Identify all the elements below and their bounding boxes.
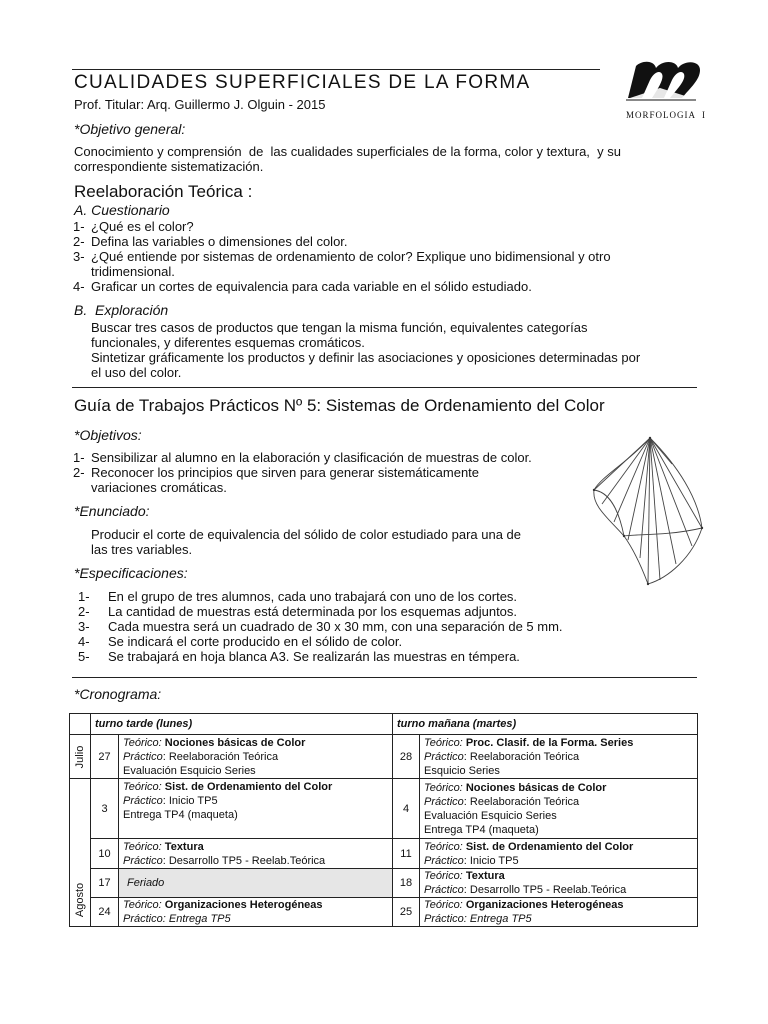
item-text: La cantidad de muestras está determinada por los esquemas adjuntos. — [108, 604, 518, 619]
tarde-cell: Teórico: Organizaciones Heterogéneas Práctico: Entrega TP5 — [119, 898, 393, 927]
day-cell: 27 — [91, 735, 119, 779]
item-text: Cada muestra será un cuadrado de 30 x 30 mm, con una separación de 5 mm. — [108, 619, 563, 634]
color-solid-sketch-icon — [588, 432, 712, 592]
day-cell: 28 — [393, 735, 420, 779]
item-text: variaciones cromáticas. — [91, 480, 227, 495]
item-number: 1- — [73, 219, 85, 234]
item-number: 5- — [78, 649, 90, 664]
item-number: 2- — [73, 234, 85, 249]
item-text: tridimensional. — [91, 264, 175, 279]
item-number: 3- — [78, 619, 90, 634]
item-number: 2- — [73, 465, 85, 480]
professor-line: Prof. Titular: Arq. Guillermo J. Olguin - 2015 — [74, 97, 326, 112]
manana-cell: Teórico: Proc. Clasif. de la Forma. Series Práctico: Reelaboración Teórica Esquicio Series — [420, 735, 698, 779]
title-rule — [72, 69, 600, 70]
month-agosto: Agosto — [70, 779, 91, 927]
section-divider-1 — [72, 387, 697, 388]
table-row — [70, 735, 698, 779]
objetivos-label: *Objetivos: — [74, 427, 142, 443]
day-cell: 3 — [91, 779, 119, 839]
item-number: 4- — [73, 279, 85, 294]
item-text: Se indicará el corte producido en el sólido de color. — [108, 634, 403, 649]
especificaciones-label: *Especificaciones: — [74, 565, 188, 581]
feriado-cell: Feriado — [119, 869, 393, 898]
exploracion-label: B. Exploración — [74, 302, 169, 318]
manana-cell: Teórico: Organizaciones Heterogéneas Práctico: Entrega TP5 — [420, 898, 698, 927]
manana-cell: Teórico: Nociones básicas de Color Práctico: Reelaboración Teórica Evaluación Esquicio Series Entrega TP4 (maqueta) — [420, 779, 698, 839]
item-text: Defina las variables o dimensiones del color. — [91, 234, 348, 249]
logo-text: MORFOLOGIA I — [625, 110, 706, 120]
table-header-row — [70, 714, 698, 735]
enunciado-label: *Enunciado: — [74, 503, 150, 519]
item-text: ¿Qué entiende por sistemas de ordenamiento de color? Explique uno bidimensional y otro — [91, 249, 611, 264]
item-number: 1- — [78, 589, 90, 604]
item-number: 4- — [78, 634, 90, 649]
guia-title: Guía de Trabajos Prácticos Nº 5: Sistemas de Ordenamiento del Color — [74, 396, 605, 415]
item-number: 3- — [73, 249, 85, 264]
day-cell: 25 — [393, 898, 420, 927]
month-julio: Julio — [70, 735, 91, 779]
table-row — [70, 898, 698, 927]
objetivo-general-label: *Objetivo general: — [74, 121, 186, 137]
doc-title: CUALIDADES SUPERFICIALES DE LA FORMA — [74, 72, 531, 93]
item-text: Se trabajará en hoja blanca A3. Se realizarán las muestras en témpera. — [108, 649, 520, 664]
item-text: Graficar un cortes de equivalencia para cada variable en el sólido estudiado. — [91, 279, 532, 294]
item-text: Reconocer los principios que sirven para generar sistemáticamente — [91, 465, 480, 480]
exploracion-line-2: funcionales, y diferentes esquemas cromáticos. — [91, 335, 365, 350]
tarde-cell: Teórico: Nociones básicas de Color Práctico: Reelaboración Teórica Evaluación Esquicio Series — [119, 735, 393, 779]
table-row — [70, 779, 698, 839]
day-cell: 24 — [91, 898, 119, 927]
table-row — [70, 839, 698, 869]
objetivo-general-line1: Conocimiento y comprensión de las cualidades superficiales de la forma, color y textura, y su — [74, 144, 621, 159]
header-empty-cell — [70, 714, 91, 735]
enunciado-line-1: Producir el corte de equivalencia del sólido de color estudiado para una de — [91, 527, 522, 542]
day-cell: 11 — [393, 839, 420, 869]
day-cell: 10 — [91, 839, 119, 869]
tarde-cell: Teórico: Sist. de Ordenamiento del Color Práctico: Inicio TP5 Entrega TP4 (maqueta) — [119, 779, 393, 839]
item-number: 2- — [78, 604, 90, 619]
manana-cell: Teórico: Sist. de Ordenamiento del Color Práctico: Inicio TP5 — [420, 839, 698, 869]
header-turno-tarde: turno tarde (lunes) — [91, 714, 393, 735]
morfologia-logo — [620, 58, 712, 124]
enunciado-line-2: las tres variables. — [91, 542, 193, 557]
exploracion-line-1: Buscar tres casos de productos que tengan la misma función, equivalentes categorías — [91, 320, 588, 335]
reelaboracion-title: Reelaboración Teórica : — [74, 182, 253, 201]
item-text: Sensibilizar al alumno en la elaboración y clasificación de muestras de color. — [91, 450, 532, 465]
header-turno-manana: turno mañana (martes) — [393, 714, 698, 735]
cronograma-label: *Cronograma: — [74, 686, 162, 702]
objetivo-general-line2: correspondiente sistematización. — [74, 159, 264, 174]
day-cell: 4 — [393, 779, 420, 839]
day-cell: 18 — [393, 869, 420, 898]
item-text: ¿Qué es el color? — [91, 219, 194, 234]
exploracion-line-4: el uso del color. — [91, 365, 182, 380]
cronograma-table — [69, 713, 698, 927]
item-text: En el grupo de tres alumnos, cada uno trabajará con uno de los cortes. — [108, 589, 518, 604]
tarde-cell: Teórico: Textura Práctico: Desarrollo TP5 - Reelab.Teórica — [119, 839, 393, 869]
item-number: 1- — [73, 450, 85, 465]
exploracion-line-3: Sintetizar gráficamente los productos y definir las asociaciones y oposiciones determinadas por — [91, 350, 641, 365]
logo-mark-icon — [620, 58, 712, 108]
cuestionario-label: A. Cuestionario — [74, 202, 170, 218]
day-cell: 17 — [91, 869, 119, 898]
section-divider-2 — [72, 677, 697, 678]
table-row — [70, 869, 698, 898]
manana-cell: Teórico: Textura Práctico: Desarrollo TP5 - Reelab.Teórica — [420, 869, 698, 898]
